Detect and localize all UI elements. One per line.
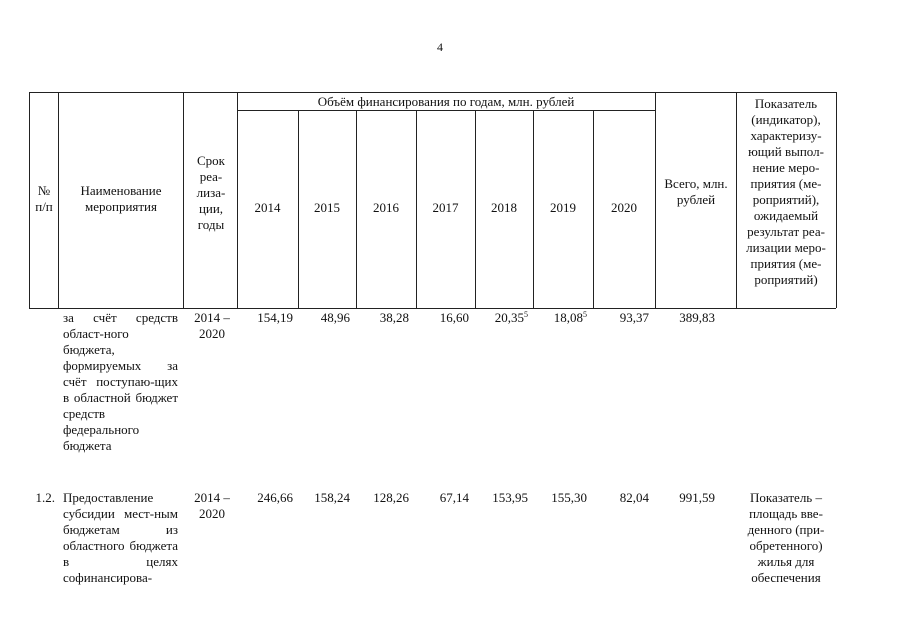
value-2020: 93,37 xyxy=(619,310,649,325)
value-2017: 16,60 xyxy=(439,310,469,325)
row-name: за счёт средств област-ного бюджета, формируемых за счёт поступаю-щих в областной бюджет средств федерального бюджета xyxy=(63,310,178,453)
value-2016: 128,26 xyxy=(373,490,409,505)
value-2020: 82,04 xyxy=(619,490,649,505)
value-2019: 155,30 xyxy=(551,490,587,505)
value-2015: 158,24 xyxy=(314,490,350,505)
value-2019: 18,08$^5$ xyxy=(553,310,587,325)
header-year-2016: 2016 xyxy=(373,200,399,215)
row-total: 991,59 xyxy=(679,490,715,505)
row-term: 2014 – 2020 xyxy=(194,310,230,341)
footnote-marker: 5 xyxy=(524,310,528,319)
row-term: 2014 – 2020 xyxy=(194,490,230,521)
row-indicator: Показатель – площадь вве-денного (при-обретенного) жилья для обеспечения xyxy=(747,490,825,585)
header-indicator: Показатель (индикатор), характеризу-ющий выпол-нение меро-приятия (ме-роприятий), ожидаемый результат реа-лизации меро-приятия (ме-роприятий) xyxy=(746,96,826,287)
header-term: Срок реа-лиза-ции, годы xyxy=(196,153,226,232)
header-year-2020: 2020 xyxy=(611,200,637,215)
value-2016: 38,28 xyxy=(379,310,409,325)
row-name: Предоставление субсидии мест-ным бюджетам из областного бюджета в целях софинансирова- xyxy=(63,490,178,585)
header-year-2014: 2014 xyxy=(254,200,281,215)
header-name: Наименование мероприятия xyxy=(80,183,162,214)
header-year-2015: 2015 xyxy=(314,200,340,215)
value-2018: 153,95 xyxy=(492,490,528,505)
header-total: Всего, млн. рублей xyxy=(664,176,728,207)
header-year-2017: 2017 xyxy=(432,200,459,215)
row-total: 389,83 xyxy=(679,310,715,325)
header-funding: Объём финансирования по годам, млн. рублей xyxy=(317,94,575,109)
value-2014: 154,19 xyxy=(257,310,293,325)
page-number: 4 xyxy=(437,40,443,54)
row-num: 1.2. xyxy=(35,490,55,505)
header-year-2019: 2019 xyxy=(550,200,576,215)
footnote-marker: 5 xyxy=(583,310,587,319)
header-num: № п/п xyxy=(35,183,53,214)
value-2017: 67,14 xyxy=(439,490,469,505)
value-2014: 246,66 xyxy=(257,490,293,505)
value-2018: 20,35$^5$ xyxy=(494,310,528,325)
value-2015: 48,96 xyxy=(320,310,350,325)
header-year-2018: 2018 xyxy=(491,200,517,215)
